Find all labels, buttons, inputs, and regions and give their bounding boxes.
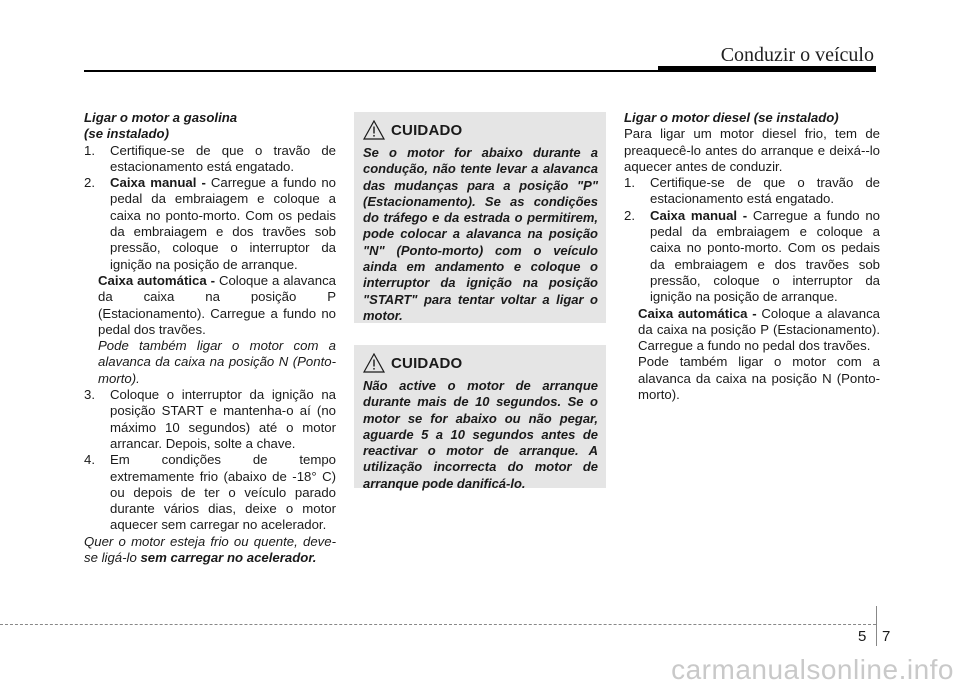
warning-triangle-icon	[363, 120, 385, 140]
step-2: 2. Caixa manual - Carregue a fundo no pedal da embraiagem e coloque a caixa no ponto-morto. Com os pedais da embraiagem e dos travões sob pressão, coloque o interruptor da ignição na posição de arranque.	[624, 207, 880, 305]
section-heading: Ligar o motor diesel (se instalado)	[624, 110, 839, 125]
footer-rule	[0, 624, 876, 626]
page-number: 7	[882, 628, 891, 645]
page-header-title: Conduzir o veículo	[720, 44, 874, 66]
caution-title: CUIDADO	[391, 354, 463, 372]
step-1: 1. Certifique-se de que o travão de estacionamento está engatado.	[624, 175, 880, 207]
automatic-note: Caixa automática - Coloque a alavanca da caixa na posição P (Estacionamento). Carregue a fundo no pedal dos travões.	[638, 305, 880, 354]
step-1: 1. Certifique-se de que o travão de estacionamento está engatado.	[84, 142, 336, 174]
caution-box	[354, 345, 606, 491]
intro-paragraph: Para ligar um motor diesel frio, tem de preaquecê-lo antes do arranque e deixá--lo aquecer antes de conduzir.	[624, 126, 880, 174]
caution-text: Se o motor for abaixo durante a condução, não tente levar a alavanca das mudanças para a posição "P" (Estacionamento). Se as condições do tráfego e da estrada o permitirem, pode colocar a alavanca na posição "N" (Ponto-morto) com o veículo ainda em andamento e coloque o interruptor da ignição na posição "START" para tentar voltar a ligar o motor.	[363, 145, 598, 323]
step-2: 2. Caixa manual - Carregue a fundo no pedal da embraiagem e coloque a caixa no ponto-morto. Com os pedais da embraiagem e dos travões sob pressão, coloque o interruptor da ignição na posição de arranque.	[84, 175, 336, 272]
gasoline-section	[84, 110, 336, 566]
footer-tick	[876, 606, 877, 646]
warning-triangle-icon	[363, 353, 385, 373]
watermark: carmanualsonline.info	[671, 654, 954, 685]
header-bar	[658, 66, 876, 72]
automatic-plain-note: Pode também ligar o motor com a alavanca da caixa na posição N (Ponto-morto).	[638, 354, 880, 403]
automatic-note: Caixa automática - Coloque a alavanca da caixa na posição P (Estacionamento). Carregue a fundo no pedal dos travões.	[98, 272, 337, 337]
caution-text: Não active o motor de arranque durante mais de 10 segundos. Se o motor se for abaixo ou não pegar, aguarde 5 a 10 segundos antes de reactivar o motor de arranque. A utilização incorrecta do motor de arranque pode danificá-lo.	[363, 378, 598, 491]
chapter-number: 5	[858, 628, 867, 645]
caution-title: CUIDADO	[391, 121, 463, 139]
automatic-italic-note: Pode também ligar o motor com a alavanca da caixa na posição N (Ponto-morto).	[98, 338, 336, 386]
diesel-section	[624, 110, 880, 403]
section-heading: Ligar o motor a gasolina (se instalado)	[84, 110, 238, 142]
caution-box	[354, 112, 606, 323]
step-4: 4. Em condições de tempo extremamente frio (abaixo de -18° C) ou depois de ter o veículo parado durante vários dias, deixe o motor aquecer sem carregar no acelerador.	[84, 452, 336, 533]
closing-note: Quer o motor esteja frio ou quente, deve-se ligá-lo sem carregar no acelerador.	[84, 533, 336, 566]
step-3: 3. Coloque o interruptor da ignição na posição START e mantenha-o aí (no máximo 10 segundos) até o motor arrancar. Depois, solte a chave.	[84, 387, 336, 451]
